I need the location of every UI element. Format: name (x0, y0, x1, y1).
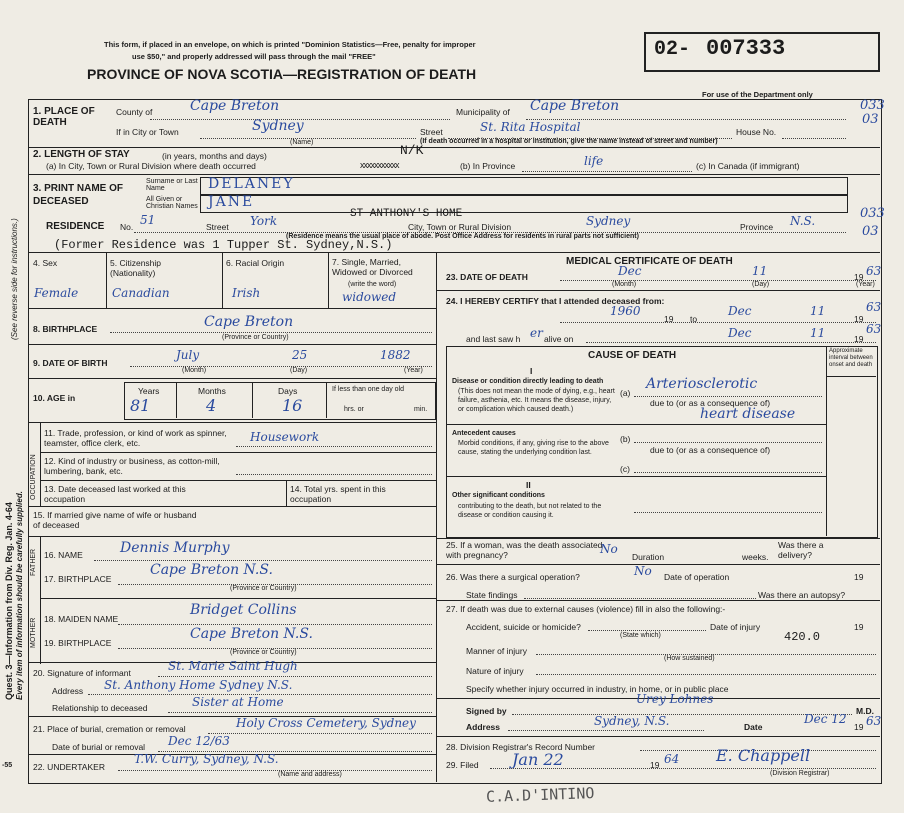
cause-b: heart disease (700, 406, 796, 422)
death-day: 11 (752, 264, 768, 278)
dob-month-note: (Month) (182, 367, 207, 374)
age-years: 81 (130, 396, 151, 415)
q15-label: 15. If married give name of wife or husband of deceased (33, 510, 197, 530)
former-residence: (Former Residence was 1 Tupper St. Sydney,N.S.) (54, 238, 393, 252)
given-value: JANE (208, 194, 255, 210)
q29-label: 29. Filed (446, 760, 479, 770)
death-month-note: (Month) (612, 281, 637, 288)
medical-title: MEDICAL CERTIFICATE OF DEATH (566, 256, 733, 267)
doctor-date-label: Date (744, 722, 763, 732)
q22-label: 22. UNDERTAKER (33, 762, 105, 772)
birthplace-value: Cape Breton (204, 314, 294, 330)
mother-side-label: MOTHER (30, 617, 37, 648)
racial-label: 6. Racial Origin (226, 258, 285, 268)
death-month: Dec (618, 264, 642, 278)
signed-label: Signed by (466, 706, 507, 716)
q26-value: No (634, 564, 652, 578)
doctor-address: Sydney, N.S. (594, 714, 670, 728)
q25-label: 25. If a woman, was the death associated with pregnancy? (446, 540, 603, 560)
side-note-right: (See reverse side for instructions.) (10, 218, 19, 340)
stay-a-value: N/K (400, 143, 424, 158)
accident-label: Accident, suicide or homicide? (466, 622, 581, 632)
residence-label: RESIDENCE (46, 221, 105, 232)
registration-prefix: 02- (654, 38, 691, 61)
manner-label: Manner of injury (466, 646, 527, 656)
q16-label: 16. NAME (44, 550, 83, 560)
undertaker-value: T.W. Curry, Sydney, N.S. (134, 752, 279, 766)
stay-sub: (in years, months and days) (162, 151, 267, 161)
surname-value: DELANEY (208, 176, 295, 192)
marital-value: widowed (342, 290, 397, 304)
dob-day: 25 (292, 348, 308, 362)
manner-value: 420.0 (784, 630, 821, 644)
alive-on-label: alive on (544, 334, 574, 344)
marital-note: (write the word) (348, 281, 397, 288)
dob-label: 9. DATE OF BIRTH (33, 358, 108, 368)
attended-to-month: Dec (728, 304, 752, 318)
informant-signature: St. Marie Saint Hugh (168, 659, 298, 673)
q17-label: 17. BIRTHPLACE (44, 574, 112, 584)
attended-to-day: 11 (810, 304, 826, 318)
cause-a: Arteriosclerotic (646, 376, 758, 392)
q23-label: 23. DATE OF DEATH (446, 272, 528, 282)
mother-name: Bridget Collins (190, 602, 297, 618)
autopsy-label: Was there an autopsy? (758, 590, 846, 600)
dob-day-note: (Day) (290, 367, 308, 374)
state-findings-label: State findings (466, 590, 518, 600)
sex-value: Female (34, 286, 79, 300)
due-to-2: due to (or as a consequence of) (650, 445, 771, 455)
attended-to-year: 63 (866, 300, 882, 314)
antecedent-label: Antecedent causes (452, 430, 516, 437)
stay-b-value: life (584, 154, 604, 168)
attended-from-year: 1960 (610, 304, 641, 318)
q27-label: 27. If death was due to external causes (violence) fill in also the following:- (446, 604, 726, 614)
age-under-day: If less than one day old (332, 386, 404, 393)
age-hrs: hrs. or (344, 406, 364, 413)
marital-label: 7. Single, Married, Widowed or Divorced (332, 257, 413, 277)
municipality-value: Cape Breton (530, 98, 620, 114)
dept-code-3: 033 (860, 206, 885, 221)
other-note: contributing to the death, but not related to the disease or condition causing it. (458, 503, 602, 519)
md-label: M.D. (856, 706, 874, 716)
q26-label: 26. Was there a surgical operation? (446, 572, 580, 582)
doctor-date-year: 63 (866, 714, 882, 728)
doctor-date-prefix: 19 (854, 722, 864, 732)
cause-title: CAUSE OF DEATH (588, 350, 677, 361)
stay-c-label: (c) In Canada (if immigrant) (696, 161, 800, 171)
filed-date: Jan 22 (512, 750, 564, 769)
county-value: Cape Breton (190, 98, 280, 114)
attended-prefix: 19 (664, 314, 674, 324)
birthplace-note: (Province or Country) (222, 334, 289, 341)
age-min: min. (414, 406, 428, 413)
form-number: -55 (2, 762, 13, 769)
q28-label: 28. Division Registrar's Record Number (446, 742, 596, 752)
dob-month: July (176, 348, 200, 362)
residence-no-label: No. (120, 222, 134, 232)
residence-province: N.S. (790, 214, 816, 228)
doctor-address-label: Address (466, 722, 501, 732)
duration-label: Duration (632, 552, 665, 562)
informant-address: St. Anthony Home Sydney N.S. (104, 678, 293, 692)
side-note-left-2: Every item of information should be carefully supplied. (15, 491, 24, 700)
due-to-1: due to (or as a consequence of) (650, 398, 771, 408)
injury-year-prefix: 19 (854, 622, 864, 632)
mail-notice-1: This form, if placed in an envelope, on which is printed "Dominion Statistics—Free, penalty for improper (104, 40, 476, 49)
cause-ii-label: II (526, 480, 531, 490)
age-months: 4 (206, 396, 217, 415)
registrar-signature: E. Chappell (716, 746, 811, 765)
date-injury-label: Date of injury (710, 622, 761, 632)
delivery-label: Was there a delivery? (778, 540, 824, 560)
alive-day: 11 (810, 326, 826, 340)
age-years-label: Years (138, 386, 160, 396)
sex-label: 4. Sex (33, 258, 58, 268)
street-label: Street (420, 127, 443, 137)
last-saw-label: and last saw h (466, 334, 521, 344)
how-sustained-note: (How sustained) (664, 655, 715, 662)
alive-year: 63 (866, 322, 882, 336)
city-name-note: (Name) (290, 139, 314, 146)
given-label: All Given or Christian Names (146, 196, 198, 210)
q24-label: 24. I HEREBY CERTIFY that I attended deceased from: (446, 296, 665, 306)
q25-value: No (600, 542, 618, 556)
mother-birthplace: Cape Breton N.S. (190, 626, 313, 642)
relation-value: Sister at Home (192, 695, 284, 709)
filed-year: 64 (664, 752, 680, 766)
weeks-label: weeks. (742, 552, 769, 562)
stay-label: 2. LENGTH OF STAY (33, 149, 130, 160)
attended-to-prefix: 19 (854, 314, 864, 324)
age-label: 10. AGE in (33, 393, 76, 403)
specify-label: Specify whether injury occurred in industry, in home, or in public place (466, 684, 729, 694)
city-value: Sydney (252, 118, 304, 134)
registration-number: 007333 (706, 36, 786, 61)
death-day-note: (Day) (752, 281, 770, 288)
q19-label: 19. BIRTHPLACE (44, 638, 112, 648)
alive-prefix: 19 (854, 334, 864, 344)
occupation-side-label: OCCUPATION (30, 454, 37, 500)
interval-label: Approximate interval between onset and death (829, 348, 873, 368)
house-label: House No. (736, 127, 777, 137)
mail-notice-2: use $50," and properly addressed will pass through the mail "FREE" (132, 52, 376, 61)
county-label: County of (116, 107, 153, 117)
death-year-prefix: 19 (854, 272, 864, 282)
undertaker-note: (Name and address) (278, 771, 342, 778)
age-months-label: Months (198, 386, 226, 396)
state-which-note: (State which) (620, 632, 661, 639)
residence-home: ST ANTHONY'S HOME (350, 208, 463, 220)
surname-label: Surname or Last Name (146, 178, 198, 192)
form-title: PROVINCE OF NOVA SCOTIA—REGISTRATION OF DEATH (87, 66, 477, 82)
dob-year-note: (Year) (404, 367, 423, 374)
residence-city: Sydney (586, 214, 631, 228)
q11-label: 11. Trade, profession, or kind of work as spinner, teamster, office clerk, etc. (44, 428, 227, 448)
signed-value: Urey Lohnes (636, 692, 714, 706)
footer-handwritten: C.A.D'INTINO (485, 784, 595, 806)
dept-code-2: 03 (862, 112, 879, 127)
father-birthplace: Cape Breton N.S. (150, 562, 273, 578)
residence-street: York (250, 214, 278, 228)
father-name: Dennis Murphy (120, 540, 230, 556)
street-value: St. Rita Hospital (480, 120, 581, 134)
registrar-note: (Division Registrar) (770, 770, 830, 777)
racial-value: Irish (232, 286, 261, 300)
death-registration-form: Quest. 3—Information from Div. Reg. Jan. 4-64 Every item of information should be carefully supplied. (See reverse side for instructions.) -55 This form, if placed in an envelope, on which is printed "Dominion Statistics—Free, penalty for improper use $50," and properly addressed will pass through the mail "FREE" PROVINCE OF NOVA SCOTIA—REGISTRATION OF DEATH 02- 007333 For use of the Department only 033 03 033 03 1. PLACE OF DEATH County of Cape Breton Municipality of Cape Breton If in City or Town Sydney (Name) Street St. Rita Hospital House No. (If death occurred in a hospital or institution, give the name instead of street and number) 2. LENGTH OF STAY (in years, months and days) (a) In City, Town or Rural Division where death occurred N/K xxxxxxxxxxx (b) In Province life (c) In Canada (if immigrant) 3. PRINT NAME OF DECEASED Surname or Last Name DELANEY All Given or Christian Names JANE RESIDENCE No. 51 Street York ST ANTHONY'S HOME City, Town or Rural Division Sydney Province N.S. (Residence means the usual place of abode. Post Office Address for residents in rural parts not sufficient) (Former Residence was 1 Tupper St. Sydney,N.S.) 4. Sex Female 5. Citizenship (Nationality) Canadian 6. Racial Origin Irish 7. Single, Married, Widowed or Divorced (write the word) widowed 8. BIRTHPLACE Cape Breton (Province or Country) 9. DATE OF BIRTH July 25 1882 (Month) (Day) (Year) 10. AGE in Years 81 Months 4 Days 16 If less than one day old hrs. or min. OCCUPATION 11. Trade, profession, or kind of work as spinner, teamster, office clerk, etc. Housework 12. Kind of industry or business, as cotton-mill, lumbering, bank, etc. 13. Date deceased last worked at this occupation 14. Total yrs. spent in this occupation 15. If married give name of wife or husband of deceased FATHER 16. NAME Dennis Murphy 17. BIRTHPLACE Cape Breton N.S. (Province or Country) MOTHER 18. MAIDEN NAME Bridget Collins 19. BIRTHPLACE Cape Breton N.S. (Province or Country) 20. Signature of informant St. Marie Saint Hugh Address St. Anthony Home Sydney N.S. Relationship to deceased Sister at Home 21. Place of burial, cremation or removal Holy Cross Cemetery, Sydney Date of burial or removal Dec 12/63 22. UNDERTAKER T.W. Curry, Sydney, N.S. (Name and address) MEDICAL CERTIFICATE OF DEATH 23. DATE OF DEATH Dec 11 19 63 (Month) (Day) (Year) 24. I HEREBY CERTIFY that I attended deceased from: 1960 19 to Dec 11 19 63 and last saw h er alive on Dec 11 19 63 CAUSE OF DEATH Approximate interval between onset and death I Disease or condition directly leading to death (This does not mean the mode of dying, e.g., heart failure, asthenia, etc. It means the disease, injury, or complication which caused death.) (a) Arteriosclerotic due to (or as a consequence of) heart disease Antecedent causes Morbid conditions, if any, giving rise to the above cause, stating the underlying condition last. (b) due to (or as a consequence of) (c) II Other significant conditions contributing to the death, but not related to the disease or condition causing it. 25. If a woman, was the death associated with pregnancy? No Duration weeks. Was there a delivery? 26. Was there a surgical operation? No Date of operation 19 State findings Was there an autopsy? 27. If death was due to external causes (violence) fill in also the following:- Accident, suicide or homicide? Date of injury 19 (State which) 420.0 Manner of injury (How sustained) Nature of injury Specify whether injury occurred in industry, in home, or in public place Signed by Urey Lohnes M.D. Address Sydney, N.S. Date Dec 12 19 63 28. Division Registrar's Record Number 29. Filed Jan 22 19 64 E. Chappell (Division Registrar) C.A.D'INTINO (0, 0, 904, 813)
dob-year: 1882 (380, 348, 411, 362)
death-year: 63 (866, 264, 882, 278)
burial-date: Dec 12/63 (168, 734, 230, 748)
q14-label: 14. Total yrs. spent in this occupation (290, 484, 386, 504)
operation-year-prefix: 19 (854, 572, 864, 582)
father-side-label: FATHER (30, 548, 37, 576)
side-note-left: Quest. 3—Information from Div. Reg. Jan. 4-64 (4, 502, 14, 700)
residence-no: 51 (140, 213, 156, 227)
department-use-label: For use of the Department only (702, 90, 813, 99)
direct-label: Disease or condition directly leading to death (452, 378, 604, 385)
cause-i-label: I (530, 366, 533, 376)
given-box (200, 195, 848, 213)
q11-value: Housework (250, 430, 320, 444)
filed-year-prefix: 19 (650, 760, 660, 770)
place-label: 1. PLACE OF DEATH (33, 106, 95, 128)
dept-code-1: 033 (860, 98, 885, 113)
residence-note: (Residence means the usual place of abode. Post Office Address for residents in rural parts not sufficient) (286, 233, 639, 240)
alive-month: Dec (728, 326, 752, 340)
informant-address-label: Address (52, 686, 84, 696)
stay-b-label: (b) In Province (460, 161, 516, 171)
last-saw-value: er (530, 326, 543, 340)
city-label: If in City or Town (116, 127, 179, 137)
residence-province-label: Province (740, 222, 774, 232)
date-operation-label: Date of operation (664, 572, 730, 582)
hospital-note: (If death occurred in a hospital or institution, give the name instead of street and number) (420, 138, 718, 145)
citizen-label: 5. Citizenship (Nationality) (110, 258, 162, 278)
doctor-date: Dec 12 (804, 712, 847, 726)
mother-bp-note: (Province or Country) (230, 649, 297, 656)
nature-label: Nature of injury (466, 666, 524, 676)
direct-note: (This does not mean the mode of dying, e.g., heart failure, asthenia, etc. It means the disease, injury, or complication which caused death.) (458, 388, 615, 413)
residence-city-label: City, Town or Rural Division (408, 222, 512, 232)
attended-to-label: to (690, 314, 698, 324)
age-days: 16 (282, 396, 303, 415)
residence-street-label: Street (206, 222, 229, 232)
death-year-note: (Year) (856, 281, 875, 288)
citizen-value: Canadian (112, 286, 170, 300)
dept-code-4: 03 (862, 224, 879, 239)
relation-label: Relationship to deceased (52, 703, 148, 713)
burial-place: Holy Cross Cemetery, Sydney (236, 716, 416, 730)
age-days-label: Days (278, 386, 298, 396)
burial-date-label: Date of burial or removal (52, 742, 146, 752)
name-label: 3. PRINT NAME OF DECEASED (33, 183, 124, 207)
q12-label: 12. Kind of industry or business, as cotton-mill, lumbering, bank, etc. (44, 456, 220, 476)
other-label: Other significant conditions (452, 492, 545, 499)
stay-a-label: (a) In City, Town or Rural Division where death occurred (46, 161, 256, 171)
q21-label: 21. Place of burial, cremation or removal (33, 724, 186, 734)
q13-label: 13. Date deceased last worked at this occupation (44, 484, 186, 504)
municipality-label: Municipality of (456, 107, 510, 117)
antecedent-note: Morbid conditions, if any, giving rise to the above cause, stating the underlying condition last. (458, 440, 609, 456)
father-bp-note: (Province or Country) (230, 585, 297, 592)
q20-label: 20. Signature of informant (33, 668, 131, 678)
birthplace-label: 8. BIRTHPLACE (33, 324, 98, 334)
surname-box (200, 177, 848, 195)
q18-label: 18. MAIDEN NAME (44, 614, 119, 624)
